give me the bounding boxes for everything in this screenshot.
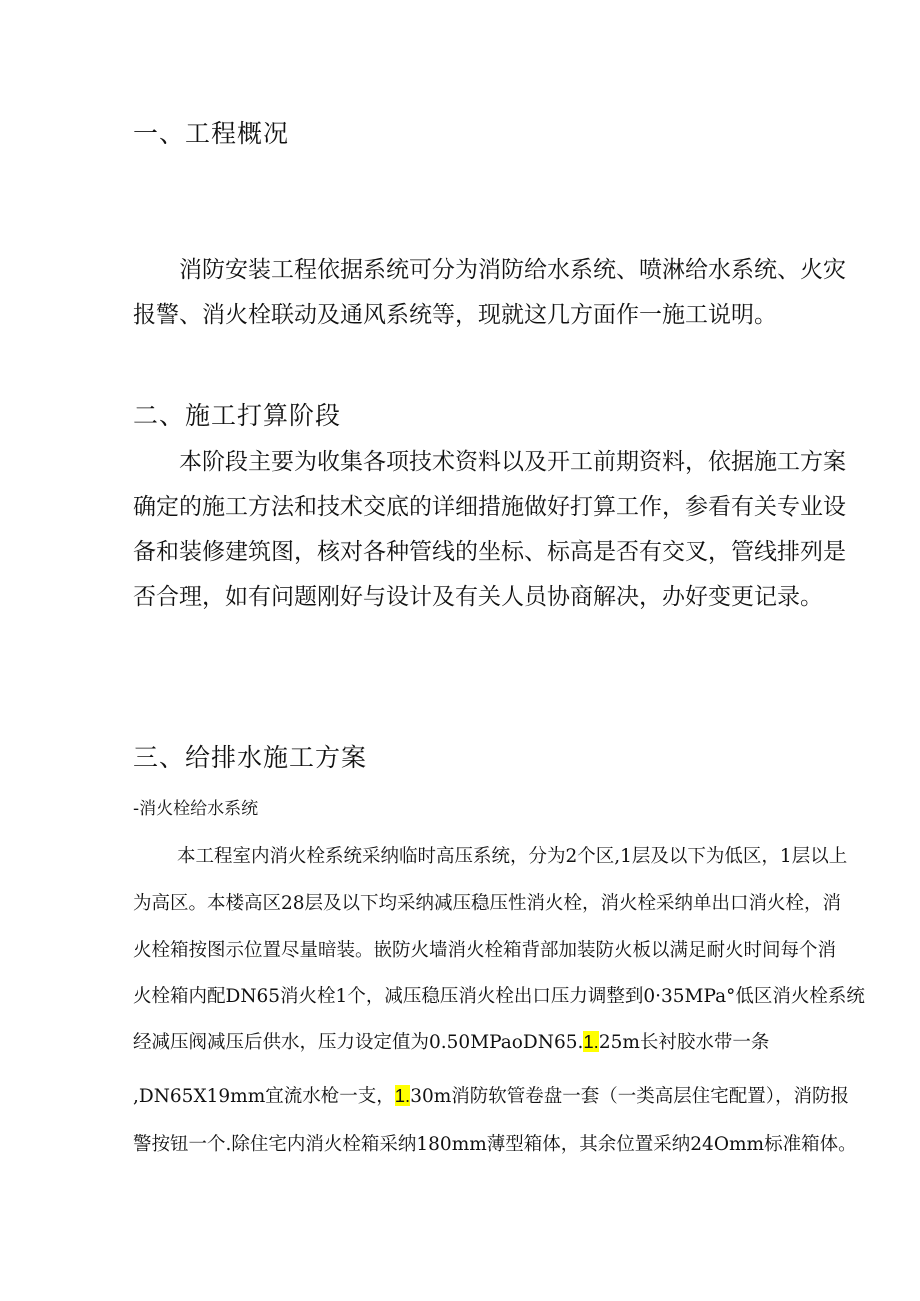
section-3-line-2: 为高区。本楼高区28层及以下均采纳减压稳压性消火栓，消火栓采纳单出口消火栓，消 <box>133 893 842 914</box>
section-2-paragraph <box>133 440 853 620</box>
section-3-line-5-text-b: 25m长衬胶水带一条 <box>598 1032 770 1053</box>
section-3-line-5-text-a: 经减压阀减压后供水，压力设定值为0.50MPaoDN65. <box>133 1032 584 1053</box>
section-1-line-1: 消防安装工程依据系统可分为消防给水系统、喷淋给水系统、火灾 <box>179 257 846 283</box>
highlight-mark: 1. <box>394 1085 411 1106</box>
section-1-line-2: 报警、消火栓联动及通风系统等，现就这几方面作一施工说明。 <box>133 302 777 328</box>
section-3-line-6-text-a: ,DN65X19mm宜流水枪一支， <box>133 1086 395 1107</box>
section-3-line-1: 本工程室内消火栓系统采纳临时高压系统，分为2个区,1层及以下为低区，1层以上 <box>177 846 848 867</box>
section-2-line-3: 备和装修建筑图，核对各种管线的坐标、标高是否有交叉，管线排列是 <box>133 539 846 565</box>
section-2-heading: 二、施工打算阶段 <box>133 401 342 430</box>
section-3-line-3: 火栓箱按图示位置尽量暗装。嵌防火墙消火栓箱背部加装防火板以满足耐火时间每个消 <box>133 940 837 961</box>
highlight-mark: 1. <box>583 1031 599 1052</box>
section-3-line-6-text-b: 30m消防软管卷盘一套（一类高层住宅配置），消防报 <box>410 1086 850 1107</box>
section-3-line-5 <box>133 1028 769 1054</box>
section-3-line-4: 火栓箱内配DN65消火栓1个，减压稳压消火栓出口压力调整到0·35MPa°低区消火栓系统 <box>133 986 865 1007</box>
section-2-line-2: 确定的施工方法和技术交底的详细措施做好打算工作，参看有关专业设 <box>133 494 846 520</box>
section-3-line-6 <box>133 1082 849 1108</box>
section-3-heading: 三、给排水施工方案 <box>133 743 368 772</box>
section-1-heading: 一、工程概况 <box>133 119 290 148</box>
section-3-line-7: 警按钮一个.除住宅内消火栓箱采纳180mm薄型箱体，其余位置采纳24Omm标准箱体。 <box>133 1134 857 1155</box>
section-2-line-4: 否合理，如有问题刚好与设计及有关人员协商解决，办好变更记录。 <box>133 584 823 610</box>
section-1-paragraph <box>133 248 853 338</box>
section-2-line-1: 本阶段主要为收集各项技术资料以及开工前期资料，依据施工方案 <box>179 449 846 475</box>
sub-heading-hydrant-system: -消火栓给水系统 <box>133 799 259 819</box>
